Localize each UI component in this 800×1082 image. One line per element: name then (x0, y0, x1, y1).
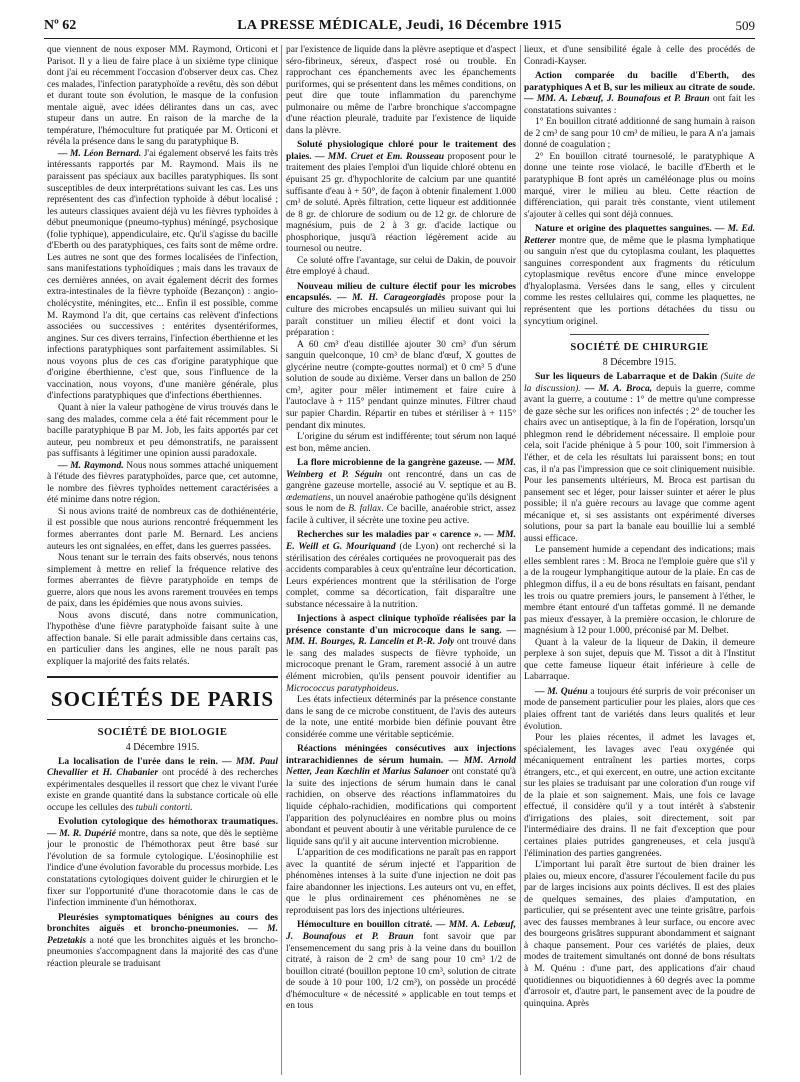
section-rule (570, 334, 709, 335)
paragraph: lieux, et d'une sensibilité égale à celle des procédés de Conradi-Kayser. (524, 45, 755, 67)
column-1 (47, 45, 278, 1075)
article-author: — MM. E. Weill et G. Mouriquand (286, 530, 516, 552)
article: Soluté physiologique chloré pour le traitement des plaies. — MM. Cruet et Em. Rousseau proposent pour le traitement des plaies l'emploi d'un liquide chloré obtenu en épuisant 25 gr. d'hypochlorite de calcium par une quantité suffisante d'eau à + 50°, de façon à obtenir finalement 1.000 cm³ de soluté. Après filtration, cette liqueur est additionnée de 8 gr. de chlorure de sodium ou de 12 gr. de chlorure de magnésium, puis de 2 à 3 gr. d'acide lactique ou phosphorique, jusqu'à réaction légèrement acide au tournesol ou neutre. (286, 140, 516, 255)
article: Sur les liqueurs de Labarraque et de Dakin (Suite de la discussion). — M. A. Broca, depuis la guerre, comme avant la guerre, a coutume : 1° de mettre qu'une compresse de gaze sèche sur les orifices non infectés ; 2° de toucher les chairs avec un antiseptique, à la fin de l'opération, lorsqu'un phlegmon rend le débridement nécessaire. Il emploie pour cela, soit l'acide phénique à 5 pour 100, soit l'immersion à l'éther, et de cela les résultats lui paraissent bons; en tout cas, il n'a pas l'impression que ce soit cliniquement nuisible. Pour les pansements ultérieurs, M. Broca est partisan du pansement sec et léger, pour laisser suinter et aérer le plus possible; il n'a guère recours au lavage que comme agent mécanique et, si ses assistants ont expérimenté diverses solutions, pour sa part la banale eau bouillie lui a semblé aussi efficace. (524, 372, 755, 544)
article-author: — M. A. Broca, (580, 383, 653, 394)
article-author: — M. H. Carageorgiadès (331, 293, 446, 304)
paragraph: Quant à nier la valeur pathogène de virus trouvés dans le sang des malades, comme cela a été fait récemment pour le bacille paratyphique B par M. Job, les faits apportés par cet auteur, peu nombreux et peu démonstratifs, ne paraissent pas suffisants à légitimer une opinion aussi paradoxale. (47, 402, 278, 460)
article-title: Action comparée du bacille d'Eberth, des paratyphiques A et B, sur les milieux au citrate de soude. (524, 71, 755, 93)
article: Action comparée du bacille d'Eberth, des paratyphiques A et B, sur les milieux au citrate de soude. — MM. A. Lebœuf, J. Bounafous et P. Braun ont fait les constatations suivantes : (524, 71, 755, 116)
article-author: — MM. A. Lebœuf, J. Bounafous et P. Braun (524, 94, 710, 105)
header-rule (44, 38, 755, 39)
article: Injections à aspect clinique typhoïde réalisées par la présence constante d'un microcoque dans le sang. — MM. H. Bourges, R. Lancelin et P.-R. Joly ont trouvé dans le sang des malades suspects de fièvre typhoïde, un microcoque prenant le Gram, rarement associé à un autre élément microbien, qu'ils pensent pouvoir identifier au Micrococcus paratyphoideus. (286, 614, 516, 694)
article: Recherches sur les maladies par « carence ». — MM. E. Weill et G. Mouriquand (de Lyon) ont recherché si la stérilisation des céréales cortiquées ne provoquerait pas des accidents comparables à ceux qu'entraîne leur décortication. Leurs expériences montrent que la stérilisation de l'orge complet, comme sa décortication, fait disparaître une substance nécessaire à la nutrition. (286, 530, 516, 610)
article: La flore microbienne de la gangrène gazeuse. — MM. Weinberg et P. Séguin ont rencontré, dans un cas de gangrène gazeuse mortelle, associé au V. septique et au B. œdematiens, un nouvel anaérobie pathogène qu'ils désignent sous le nom de B. fallax. Ce bacille, anaérobie strict, assez facile à cultiver, il sécrète une toxine peu active. (286, 458, 516, 526)
article-title: Pleurésies symptomatiques bénignes au cours des bronchites aiguës et broncho-pneumonies. (47, 912, 278, 935)
article: Nouveau milieu de culture électif pour les microbes encapsulés. — M. H. Carageorgiadès propose pour la culture des microbes encapsulés un milieu suivant qui lui paraît constituer un milieu électif et dont voici la préparation : (286, 281, 516, 339)
article-author: — M. Ed. Retterer (524, 224, 755, 246)
paragraph: L'important lui paraît être surtout de bien drainer les plaies ou, mieux encore, d'assurer l'écoulement facile du pus par de larges incisions aux points déclives. Il est des plaies de quelques semaines, des plaies d'amputation, en particulier, qui se présentent avec une teinte grisâtre, parfois avec des fausses membranes à leur surface, ou encore avec des bourgeons grisâtres suppurant abondamment et saignant à chaque pansement. Pour ces variétés de plaies, deux modes de traitement simultanés ont donné de bons résultats à M. Quénu : d'une part, des applications d'air chaud quotidiennes ou biquotidiennes à 60 degrés avec la pomme d'arrosoir et, d'autre part, le pansement avec de la poudre de quinquina. Après (524, 860, 755, 1009)
article-author: — M. Petzetakis (47, 924, 278, 946)
paragraph: Ce soluté offre l'avantage, sur celui de Dakin, de pouvoir être employé à chaud. (286, 255, 516, 278)
paragraph: — M. Raymond. Nous nous sommes attaché uniquement à l'étude des fièvres paratyphoïdes, parce que, cet automne, le nombre des fièvres typhoïdes nettement caractérisées a été minime dans notre région. (47, 460, 278, 506)
society-heading: SOCIÉTÉ DE CHIRURGIE (570, 342, 709, 354)
speaker: — M. Raymond. (58, 460, 124, 471)
issue-number: Nº 62 (44, 18, 77, 33)
article-title: Recherches sur les maladies par « carence ». (297, 530, 482, 541)
column-3 (524, 45, 755, 1075)
article-title: Soluté physiologique chloré pour le traitement des plaies. (286, 140, 516, 162)
page-header (44, 17, 755, 35)
paragraph: Si nous avions traité de nombreux cas de dothiénentérie, il est possible que nous aurions rencontré fréquemment les formes aberrantes dont parle M. Bernard. Les anciens auteurs les ont signalées, en effet, dans les guerres passées. (47, 506, 278, 552)
speaker: — M. Quénu (535, 686, 588, 697)
article-title: Réactions méningées consécutives aux injections intrarachidiennes de sérum humain. (286, 744, 516, 766)
article: Réactions méningées consécutives aux injections intrarachidiennes de sérum humain. — MM. Arnold Netter, Jean Kœchlin et Marius Salanoer ont constaté qu'à la suite des injections de sérum humain dans le canal rachidien, on observe des réactions inflammatoires du liquide céphalo-rachidien, modifications qui comportent l'apparition des polynucléaires en nombre plus ou moins abondant et peuvent aboutir à une véritable purulence de ce liquide sans qu'il y ait aucune intervention microbienne. (286, 744, 516, 847)
article-author: — MM. Paul Chevallier et H. Chabanier (47, 756, 278, 779)
column-2 (286, 45, 516, 1075)
paragraph: par l'existence de liquide dans la plèvre aseptique et d'aspect séro-fibrineux, séreux, d'aspect rosé ou trouble. En rapprochant ces épanchements avec les épanchements puriformes, qui se présentent dans les mêmes conditions, on peut dire que toute inflammation du parenchyme pulmonaire ou même de l'arbre bronchique s'accompagne d'une réaction pleurale, traduite par l'existence de liquide dans la plèvre. (286, 45, 516, 136)
speaker: — M. Léon Bernard. (58, 148, 142, 159)
column-divider (281, 45, 282, 1075)
article-author: — MM. Cruet et Em. Rousseau (311, 151, 445, 162)
session-date: 8 Décembre 1915. (602, 357, 677, 369)
article: — M. Quénu a toujours été surpris de voir préconiser un mode de pansement particulier pour les plaies, alors que ces plaies offrent tant de variétés dans leurs qualités et leur évolution. (524, 686, 755, 732)
paragraph: Le pansement humide a cependant des indications; mais elles semblent rares : M. Broca ne l'emploie guère que s'il y a de la rougeur lymphangitique autour de la plaie. En cas de phlegmon diffus, il a eu de bons résultats en faisant, pendant les trois ou quatre premiers jours, le pansement à l'éther, le membre étant entouré d'un taffetas gommé. Il ne demande pas mieux d'essayer, à la première occasion, le chlorure de magnésium à 12 pour 1.000, préconisé par M. Delbet. (524, 545, 755, 637)
journal-title: LA PRESSE MÉDICALE, Jeudi, 16 Décembre 1915 (237, 18, 562, 33)
article-title: Sur les liqueurs de Labarraque et de Dakin (535, 372, 718, 383)
article-title: Nouveau milieu de culture électif pour les microbes encapsulés. (286, 281, 516, 304)
paragraph: Pour les plaies récentes, il admet les lavages et, spécialement, les lavages avec l'eau oxygénée qui mécaniquement entraînent les parties mortes, corps étrangers, etc., et qui exercent, en outre, une action excitante sur les plaies se traduisant par une coloration d'un rouge vif de la plaie et son saignement. Mais, une fois ce lavage effectué, il considère qu'il y a tout intérêt à s'abstenir d'irrigations des plaies, soit directement, soit par l'intermédiaire des drains. Il ne fait d'exception que pour certaines plaies putrides gangreneuses, et cela jusqu'à l'élimination des parties gangrenées. (524, 733, 755, 859)
page-number: 509 (735, 18, 755, 33)
article-title: La flore microbienne de la gangrène gazeuse. (297, 458, 482, 469)
paragraph: que viennent de nous exposer MM. Raymond, Orticoni et Parisot. Il y a lieu de faire place à un sixième type clinique dont j'ai eu récemment l'occasion d'observer deux cas. Chez ces malades, l'infection paratyphoïde a revêtu, dès son début et durant toute son évolution, le masque de la confusion mentale aiguë, avec idées délirantes dans un cas, avec stupeur dans un autre. En raison de la marche de la température, l'hémoculture fut pratiquée par M. Orticoni et révéla la présence dans le sang du paratyphique B. (47, 45, 278, 148)
article-author: — MM. Arnold Netter, Jean Kœchlin et Marius Salanoer (286, 755, 516, 778)
article: Evolution cytologique des hémothorax traumatiques. — M. R. Dupérié montre, dans sa note, que dès le septième jour le pronostic de l'hémothorax peut être basé sur l'évolution de sa formule cytologique. L'éosinophilie est l'indice d'une évolution favorable du processus morbide. Les constatations cytologiques doivent guider le chirurgien et le fixer sur l'opportunité d'une thoracotomie dans le cas de l'infection imminente d'un hémothorax. (47, 817, 278, 909)
article: Nature et origine des plaquettes sanguines. — M. Ed. Retterer montre que, de même que le plasma lymphatique ou sanguin n'est que du cytoplasma coulant, les plaquettes sanguines correspondent aux fragments du réticulum cytoplasmique revêtus encore d'une mince enveloppe d'hyaloplasma. Versées dans le sang, elles y circulent comme les restes cellulaires qui, comme les plaquettes, ne représentent que les portions détachées du tissu ou syncytium originel. (524, 224, 755, 327)
article-author: — M. R. Dupérié (47, 828, 116, 839)
paragraph: 2° En bouillon citraté tournesolé, le paratyphique A donne une teinte rose violacé, le bacille d'Eberth et le paratyphique B font après un caméléonage plus ou moins marqué, virer le milieu au bleu. Cette réaction de différenciation, qui parait très constante, vient utilement s'ajouter à celles qui sont déjà connues. (524, 151, 755, 220)
paragraph: A 60 cm³ d'eau distillée ajouter 30 cm³ d'un sérum sanguin quelconque, 10 cm³ de blanc d'œuf, X gouttes de glycérine neutre (compte-gouttes normal) et 0 cm³ 5 d'une solution de soude au dixième. Verser dans un ballon de 250 cm³, agiter pour mêler intimement et faire cuire à l'autoclave à + 115° pendant quinze minutes. Filtrer chaud sur papier Chardin. Répartir en tubes et stériliser à + 115° pendant dix minutes. (286, 339, 516, 431)
article-author: — MM. A. Lebœuf, J. Bounafous et P. Braun (286, 920, 516, 943)
paragraph: Nous tenant sur le terrain des faits observés, nous tenons simplement à mettre en relief la fréquence relative des formes aberrantes de fièvre paratyphoïde en temps de guerre, alors que nous les avons rarement trouvées en temps de paix, dans les épidémies que nous avons suivies. (47, 553, 278, 610)
article-author: — MM. Weinberg et P. Séguin (286, 458, 516, 480)
section-title: SOCIÉTÉS DE PARIS (47, 676, 278, 720)
article-title: Evolution cytologique des hémothorax traumatiques. (58, 817, 278, 828)
column-divider (520, 45, 521, 1075)
session-date: 4 Décembre 1915. (125, 741, 200, 753)
article-author: — MM. H. Bourges, R. Lancelin et P.-R. Joly (286, 625, 516, 648)
article-title: Injections à aspect clinique typhoïde réalisées par la présence constante d'un microcoque dans le sang. (286, 614, 516, 636)
paragraph: — M. Léon Bernard. J'ai également observé les faits très intéressants rapportés par M. Raymond. Mais ils ne paraissent pas spéciaux aux bacilles paratyphiques. Ils sont susceptibles de deux interprétations suivant les cas. Les uns représentent des cas d'infection typhoïde à début localisé ; les auteurs classiques avaient déjà vu les fièvres typhoïdes à début pneumonique (pneumo-typhus) méningé, psychosique (folie typhique), appendiculaire, etc. Qu'il s'agisse du bacille d'Eberth ou des paratyphiques, ces faits sont de même ordre. Les autres ne sont que des formes localisées de l'infection, sans manifestations typhoïdiques ; mais dans les travaux de ces dernières années, on avait également décrit des formes extra-intestinales de la fièvre typhoïde (Bezançon) : angio-cholécystite, méningites, etc... Enfin il est possible, comme M. Raymond l'a dit, que certains cas relèvent d'infections associées ou successives : entérites dysentériformes, angines. Sur ces divers terrains, l'infection éberthienne et les infections paratyphiques sont parfaitement assimilables. Si nous voyons plus de ces cas d'origine paratyphique que d'origine éberthienne, c'est que, sous l'influence de la vaccination, nous voyons, d'une manière générale, plus d'infections paratyphiques que d'infections éberthiennes. (47, 148, 278, 402)
paragraph: L'apparition de ces modifications ne paraît pas en rapport avec la quantité de sérum injecté et l'apparition de phénomènes intenses à la suite d'une injection ne doit pas faire abandonner les injections. Les auteurs ont vu, en effet, que le plus ordinairement ces phénomènes ne se reproduisent pas lors des injections ultérieures. (286, 848, 516, 916)
paragraph: Quant à la valeur de la liqueur de Dakin, il demeure perplexe à son sujet, depuis que M. Tissot a dit à l'Institut que cette fameuse liqueur était inférieure à celle de Labarraque. (524, 637, 755, 683)
article-title: La localisation de l'urée dans le rein. (58, 756, 218, 767)
society-heading: SOCIÉTÉ DE BIOLOGIE (97, 726, 228, 738)
paragraph: 1° En bouillon citraté additionné de sang humain à raison de 2 cm³ de sang pour 10 cm³ de milieu, le para A n'a jamais donné de coagulation ; (524, 117, 755, 151)
article: Hémoculture en bouillon citraté. — MM. A. Lebœuf, J. Bounafous et P. Braun font savoir que par l'ensemencement du sang pris à la veine dans du bouillon citraté, à raison de 2 cm³ de sang pour 10 cm³ 1/2 de bouillon citraté (bouillon peptone 10 cm³, solution de citrate de soude à 10 pour 100, 1/2 cm³), on possède un procédé d'hémoculture « de nécessité » applicable en tout temps et en tous (286, 920, 516, 1012)
article: La localisation de l'urée dans le rein. — MM. Paul Chevallier et H. Chabanier ont procédé à des recherches expérimentales desquelles il ressort que chez le vivant l'urée existe en grande quantité dans la substance corticale où elle occupe les cellules des tubuli contorti. (47, 756, 278, 813)
paragraph: Nous avons discuté, dans notre communication, l'hypothèse d'une fièvre paratyphoïde faisant suite à une affection banale. Si elle parait admissible dans certains cas, en particulier dans les angines, elle ne nous paraît pas expliquer la majorité des faits relatés. (47, 610, 278, 667)
article-title: Nature et origine des plaquettes sanguines. (535, 224, 712, 235)
paragraph: L'origine du sérum est indifférente; tout sérum non laqué est bon, même ancien. (286, 432, 516, 454)
paragraph: Les états infectieux déterminés par la présence constante dans le sang de ce microbe constituent, de l'avis des auteurs de la note, une entité morbide bien définie pouvant être considérée comme une véritable septicémie. (286, 695, 516, 740)
article-title: Hémoculture en bouillon citraté. (297, 920, 433, 931)
article: Pleurésies symptomatiques bénignes au cours des bronchites aiguës et broncho-pneumonies. — M. Petzetakis a noté que les bronchites aiguës et les broncho-pneumonies s'accompagnent dans la majorité des cas d'une réaction pleurale se traduisant (47, 912, 278, 969)
